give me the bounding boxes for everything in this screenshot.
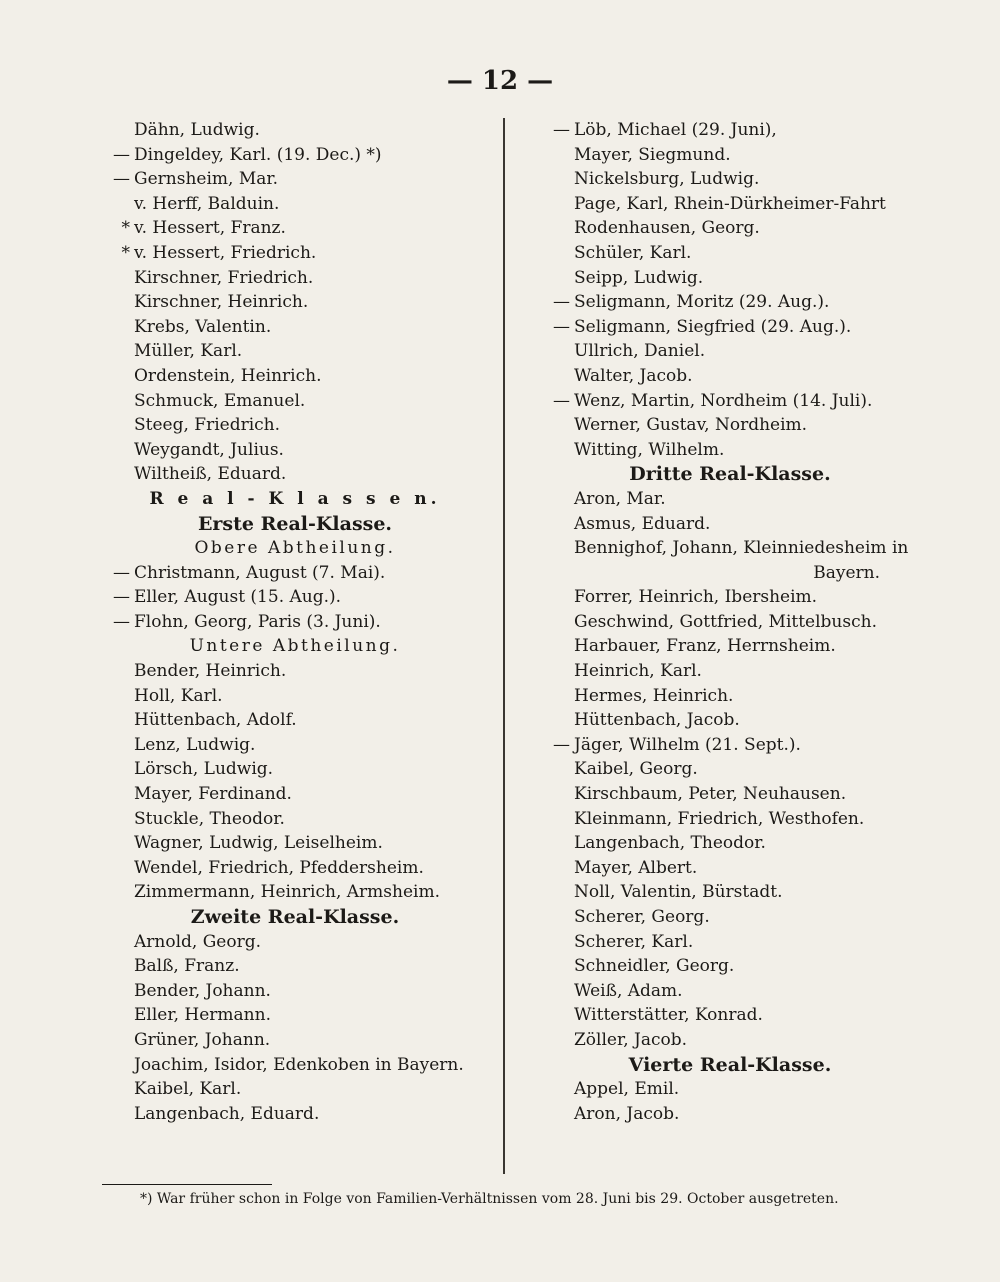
entry-text: Asmus, Eduard.: [574, 513, 711, 534]
entry-text: Flohn, Georg, Paris (3. Juni).: [134, 611, 381, 632]
student-entry: [100, 339, 490, 364]
entry-text: Schmuck, Emanuel.: [134, 390, 306, 411]
entry-text: Page, Karl, Rhein-Dürkheimer-Fahrt: [574, 193, 886, 214]
student-entry: [540, 782, 920, 807]
student-entry: [540, 856, 920, 881]
entry-text: Hüttenbach, Adolf.: [134, 710, 297, 731]
student-entry: [100, 266, 490, 291]
student-entry: [540, 167, 920, 192]
entry-mark: —: [113, 611, 130, 632]
student-entry: [540, 216, 920, 241]
student-entry: [540, 954, 920, 979]
entry-text: Heinrich, Karl.: [574, 661, 702, 682]
student-entry: [100, 684, 490, 709]
entry-text: Christmann, August (7. Mai).: [134, 562, 386, 583]
entry-text: Zimmermann, Heinrich, Armsheim.: [134, 882, 440, 903]
student-entry: [540, 413, 920, 438]
student-entry: [100, 118, 490, 143]
section-heading: R e a l - K l a s s e n.: [149, 488, 441, 509]
entry-text: Forrer, Heinrich, Ibersheim.: [574, 587, 818, 608]
entry-text: Langenbach, Eduard.: [134, 1103, 320, 1124]
entry-text: Löb, Michael (29. Juni),: [574, 120, 777, 140]
entry-mark: —: [553, 292, 570, 313]
footnote: *) War früher schon in Folge von Familien-Verhältnissen vom 28. Juni bis 29. October ausgetreten.: [140, 1191, 839, 1207]
entry-mark: —: [113, 587, 130, 608]
column-divider: [503, 118, 505, 1174]
student-entry: [100, 807, 490, 832]
footnote-rule: [102, 1184, 272, 1185]
entry-text: Mayer, Albert.: [574, 857, 698, 878]
entry-text: Seligmann, Moritz (29. Aug.).: [574, 292, 830, 313]
student-entry: [100, 733, 490, 758]
entry-text: Weiß, Adam.: [574, 980, 683, 1001]
student-entry: [540, 364, 920, 389]
entry-text: Lörsch, Ludwig.: [134, 759, 274, 780]
page-number: — 12 —: [446, 66, 554, 96]
student-entry: [100, 413, 490, 438]
student-entry: [100, 979, 490, 1004]
student-entry: [540, 807, 920, 832]
entry-text: Werner, Gustav, Nordheim.: [574, 415, 808, 436]
entry-text: Walter, Jacob.: [574, 365, 693, 386]
entry-text: Witting, Wilhelm.: [574, 439, 725, 460]
student-entry: [100, 315, 490, 340]
class-heading: Zweite Real-Klasse.: [190, 906, 400, 928]
entry-text: Mayer, Siegmund.: [574, 144, 731, 165]
student-entry: [100, 1077, 490, 1102]
student-entry: [540, 659, 920, 684]
entry-text: Grüner, Johann.: [134, 1029, 271, 1050]
entry-text: Geschwind, Gottfried, Mittelbusch.: [574, 611, 877, 632]
entry-text: Kleinmann, Friedrich, Westhofen.: [574, 808, 865, 829]
student-entry: [100, 930, 490, 955]
left-column: [100, 118, 490, 1126]
student-entry: [540, 1102, 920, 1127]
entry-text: Zöller, Jacob.: [574, 1029, 688, 1050]
student-entry: [540, 1003, 920, 1028]
student-entry: [100, 389, 490, 414]
entry-mark: —: [113, 169, 130, 190]
class-heading: Erste Real-Klasse.: [197, 512, 393, 535]
student-entry: [540, 438, 920, 463]
entry-mark: —: [113, 562, 130, 583]
division-heading: Untere Abtheilung.: [189, 636, 401, 657]
student-entry: [100, 585, 490, 610]
student-entry: [100, 831, 490, 856]
entry-text: Balß, Franz.: [134, 956, 240, 977]
entry-text: Wiltheiß, Eduard.: [134, 464, 287, 485]
student-entry: [540, 684, 920, 709]
entry-text: Eller, August (15. Aug.).: [134, 587, 342, 608]
entry-text: Mayer, Ferdinand.: [134, 784, 292, 805]
entry-text: Scherer, Karl.: [574, 931, 694, 952]
student-entry: [540, 389, 920, 414]
entry-text: Müller, Karl.: [134, 341, 243, 362]
entry-text: Hermes, Heinrich.: [574, 685, 734, 706]
student-entry: [100, 290, 490, 315]
entry-text: Appel, Emil.: [574, 1079, 680, 1100]
entry-text: Gernsheim, Mar.: [134, 169, 279, 190]
student-entry: [100, 610, 490, 635]
student-entry: [100, 364, 490, 389]
right-column: [540, 118, 920, 1126]
entry-text: Nickelsburg, Ludwig.: [574, 169, 760, 190]
entry-mark: —: [553, 734, 570, 755]
entry-text: Witterstätter, Konrad.: [574, 1005, 763, 1026]
student-entry: [100, 561, 490, 586]
student-entry: [540, 143, 920, 168]
entry-text: Seligmann, Siegfried (29. Aug.).: [574, 316, 852, 337]
student-entry: [540, 512, 920, 537]
entry-text: Dähn, Ludwig.: [134, 120, 260, 140]
student-entry: [100, 782, 490, 807]
entry-text: Noll, Valentin, Bürstadt.: [574, 882, 783, 903]
entry-text: Bennighof, Johann, Kleinniedesheim in: [574, 538, 909, 559]
student-entry: [540, 487, 920, 512]
student-entry: [100, 143, 490, 168]
entry-text: Steeg, Friedrich.: [134, 415, 281, 436]
entry-text: Jäger, Wilhelm (21. Sept.).: [574, 734, 801, 755]
student-entry: [540, 585, 920, 610]
student-entry: [540, 930, 920, 955]
entry-text: Kaibel, Georg.: [574, 759, 698, 780]
entry-text: Kirschbaum, Peter, Neuhausen.: [574, 784, 847, 805]
entry-text: Eller, Hermann.: [134, 1005, 271, 1026]
student-entry: [100, 167, 490, 192]
entry-text: Ordenstein, Heinrich.: [134, 365, 322, 386]
entry-mark: *: [121, 242, 130, 263]
entry-continuation: Bayern.: [813, 562, 880, 583]
student-entry: [540, 905, 920, 930]
class-heading: Dritte Real-Klasse.: [629, 463, 831, 486]
class-heading: Vierte Real-Klasse.: [628, 1053, 832, 1076]
entry-text: Scherer, Georg.: [574, 907, 710, 927]
entry-text: Kaibel, Karl.: [134, 1079, 242, 1100]
student-entry: [540, 192, 920, 217]
student-entry: [100, 462, 490, 487]
student-entry: [540, 880, 920, 905]
entry-text: Rodenhausen, Georg.: [574, 218, 760, 239]
entry-mark: —: [553, 316, 570, 337]
student-entry: [540, 118, 920, 143]
entry-text: Schüler, Karl.: [574, 242, 692, 263]
student-entry: [100, 954, 490, 979]
student-entry: [540, 831, 920, 856]
student-entry: [100, 659, 490, 684]
student-entry: [540, 339, 920, 364]
student-entry: [100, 1028, 490, 1053]
student-entry: [540, 979, 920, 1004]
entry-text: Aron, Jacob.: [574, 1103, 680, 1124]
student-entry: [540, 1077, 920, 1102]
entry-text: Lenz, Ludwig.: [134, 734, 256, 755]
student-entry: [100, 1003, 490, 1028]
student-entry: [540, 241, 920, 266]
student-entry: [100, 856, 490, 881]
entry-text: v. Herff, Balduin.: [134, 193, 280, 214]
entry-text: Hüttenbach, Jacob.: [574, 710, 740, 731]
student-entry: [540, 266, 920, 291]
student-entry: [100, 241, 490, 266]
entry-mark: *: [121, 218, 130, 239]
entry-text: Kirschner, Heinrich.: [134, 292, 309, 313]
entry-text: Arnold, Georg.: [134, 931, 262, 952]
entry-text: Langenbach, Theodor.: [574, 833, 766, 854]
student-entry: [540, 708, 920, 733]
entry-text: Schneidler, Georg.: [574, 956, 735, 977]
entry-text: Wagner, Ludwig, Leiselheim.: [134, 833, 383, 854]
student-entry: [100, 192, 490, 217]
entry-text: Wenz, Martin, Nordheim (14. Juli).: [574, 390, 873, 411]
entry-text: v. Hessert, Franz.: [134, 218, 286, 239]
student-entry: [540, 610, 920, 635]
student-entry: [100, 1102, 490, 1127]
entry-mark: —: [553, 390, 570, 411]
entry-text: Krebs, Valentin.: [134, 316, 272, 337]
entry-text: Joachim, Isidor, Edenkoben in Bayern.: [134, 1054, 464, 1075]
entry-text: Kirschner, Friedrich.: [134, 267, 314, 288]
student-entry: [100, 1053, 490, 1078]
student-entry: [100, 880, 490, 905]
entry-text: Harbauer, Franz, Herrnsheim.: [574, 636, 836, 657]
entry-text: Holl, Karl.: [134, 685, 223, 706]
entry-text: Aron, Mar.: [574, 488, 666, 509]
entry-text: v. Hessert, Friedrich.: [134, 242, 317, 263]
student-entry: [540, 757, 920, 782]
entry-mark: —: [553, 120, 570, 140]
student-entry: [540, 1028, 920, 1053]
student-entry: [540, 634, 920, 659]
student-entry: [540, 315, 920, 340]
entry-text: Dingeldey, Karl. (19. Dec.) *): [134, 144, 382, 165]
entry-text: Seipp, Ludwig.: [574, 267, 704, 288]
entry-text: Bender, Heinrich.: [134, 661, 287, 682]
student-entry: [540, 733, 920, 758]
student-entry: [100, 216, 490, 241]
entry-text: Ullrich, Daniel.: [574, 341, 706, 362]
student-entry: [540, 290, 920, 315]
entry-text: Wendel, Friedrich, Pfeddersheim.: [134, 857, 424, 878]
student-entry: [100, 708, 490, 733]
entry-text: Stuckle, Theodor.: [134, 808, 285, 829]
student-entry: [100, 438, 490, 463]
entry-text: Bender, Johann.: [134, 980, 271, 1001]
student-entry: [100, 757, 490, 782]
entry-mark: —: [113, 144, 130, 165]
student-entry: [540, 536, 920, 561]
entry-text: Weygandt, Julius.: [134, 439, 284, 460]
division-heading: Obere Abtheilung.: [194, 538, 396, 559]
